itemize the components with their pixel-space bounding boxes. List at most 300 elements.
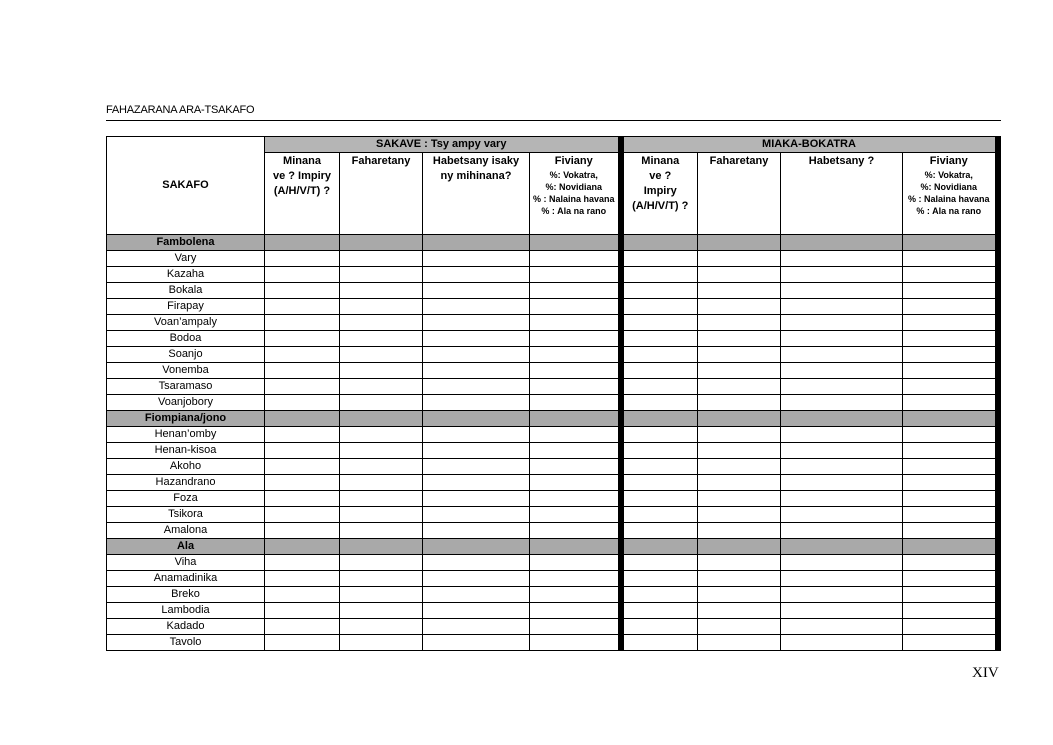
entry-cell [265, 523, 340, 539]
column-header-group1-3 [530, 153, 621, 235]
food-label: Bokala [107, 283, 265, 299]
food-label: Henan-kisoa [107, 443, 265, 459]
entry-cell [781, 635, 903, 651]
entry-cell [698, 283, 781, 299]
entry-cell [781, 427, 903, 443]
entry-cell [698, 411, 781, 427]
document-title: FAHAZARANA ARA-TSAKAFO [106, 104, 255, 116]
entry-cell [781, 411, 903, 427]
entry-cell [903, 363, 998, 379]
food-label: Soanjo [107, 347, 265, 363]
column-header-line: Impiry [643, 185, 677, 197]
entry-cell [423, 603, 530, 619]
entry-cell [423, 475, 530, 491]
entry-cell [781, 235, 903, 251]
entry-cell [621, 571, 698, 587]
entry-cell [423, 283, 530, 299]
entry-cell [903, 587, 998, 603]
column-header-group2-0 [621, 153, 698, 235]
entry-cell [423, 363, 530, 379]
entry-cell [621, 635, 698, 651]
entry-cell [903, 571, 998, 587]
entry-cell [265, 587, 340, 603]
entry-cell [340, 459, 423, 475]
entry-cell [265, 619, 340, 635]
food-label: Viha [107, 555, 265, 571]
entry-cell [621, 539, 698, 555]
entry-cell [781, 475, 903, 491]
entry-cell [265, 555, 340, 571]
entry-cell [781, 251, 903, 267]
entry-cell [781, 283, 903, 299]
entry-cell [530, 251, 621, 267]
column-header-group2-2 [781, 153, 903, 235]
entry-cell [698, 379, 781, 395]
entry-cell [530, 395, 621, 411]
food-table [106, 136, 1001, 651]
food-label: Voan’ampaly [107, 315, 265, 331]
category-label: Fambolena [107, 235, 265, 251]
entry-cell [265, 331, 340, 347]
entry-cell [265, 459, 340, 475]
entry-cell [903, 539, 998, 555]
entry-cell [265, 251, 340, 267]
entry-cell [903, 395, 998, 411]
entry-cell [698, 235, 781, 251]
column-header-line: Habetsany ? [808, 155, 875, 167]
entry-cell [781, 267, 903, 283]
food-row [107, 603, 998, 619]
column-header-line: Minana [641, 155, 680, 167]
entry-cell [340, 635, 423, 651]
food-label: Vary [107, 251, 265, 267]
entry-cell [781, 315, 903, 331]
column-header-line: Fiviany [929, 155, 968, 167]
entry-cell [621, 475, 698, 491]
entry-cell [340, 331, 423, 347]
entry-cell [781, 459, 903, 475]
entry-cell [340, 283, 423, 299]
column-header-line: Faharetany [709, 155, 769, 167]
entry-cell [340, 555, 423, 571]
column-header-group1-2 [423, 153, 530, 235]
entry-cell [903, 299, 998, 315]
entry-cell [340, 395, 423, 411]
food-row [107, 363, 998, 379]
entry-cell [340, 251, 423, 267]
entry-cell [340, 443, 423, 459]
group-header-row [107, 137, 998, 153]
entry-cell [265, 635, 340, 651]
category-label: Ala [107, 539, 265, 555]
entry-cell [423, 459, 530, 475]
entry-cell [698, 459, 781, 475]
food-row [107, 379, 998, 395]
group-header-miaka-bokatra: MIAKA-BOKATRA [621, 137, 998, 153]
entry-cell [903, 507, 998, 523]
entry-cell [530, 283, 621, 299]
column-header-note: % : Ala na rano [541, 206, 607, 216]
column-header-note: %: Novidiana [545, 182, 602, 192]
entry-cell [530, 523, 621, 539]
column-header-group2-1 [698, 153, 781, 235]
entry-cell [530, 571, 621, 587]
entry-cell [781, 603, 903, 619]
entry-cell [621, 315, 698, 331]
column-header-line: ny mihinana? [440, 170, 512, 182]
food-label: Akoho [107, 459, 265, 475]
entry-cell [265, 299, 340, 315]
entry-cell [340, 603, 423, 619]
entry-cell [423, 315, 530, 331]
sakafo-column-header: SAKAFO [107, 137, 265, 235]
entry-cell [530, 491, 621, 507]
food-label: Kadado [107, 619, 265, 635]
column-header-line: Habetsany isaky [432, 155, 520, 167]
entry-cell [340, 427, 423, 443]
column-header-group1-1 [340, 153, 423, 235]
entry-cell [265, 491, 340, 507]
entry-cell [621, 459, 698, 475]
entry-cell [530, 603, 621, 619]
entry-cell [265, 395, 340, 411]
entry-cell [621, 619, 698, 635]
entry-cell [903, 267, 998, 283]
entry-cell [903, 379, 998, 395]
entry-cell [621, 603, 698, 619]
entry-cell [698, 475, 781, 491]
entry-cell [530, 619, 621, 635]
entry-cell [903, 491, 998, 507]
column-header-group2-3 [903, 153, 998, 235]
entry-cell [265, 539, 340, 555]
food-row [107, 427, 998, 443]
entry-cell [903, 603, 998, 619]
entry-cell [621, 347, 698, 363]
entry-cell [698, 635, 781, 651]
entry-cell [903, 251, 998, 267]
entry-cell [698, 539, 781, 555]
entry-cell [530, 299, 621, 315]
entry-cell [530, 235, 621, 251]
entry-cell [903, 427, 998, 443]
entry-cell [423, 555, 530, 571]
entry-cell [423, 331, 530, 347]
entry-cell [781, 395, 903, 411]
entry-cell [781, 619, 903, 635]
column-header-note: % : Nalaina havana [532, 194, 615, 204]
entry-cell [265, 603, 340, 619]
entry-cell [340, 491, 423, 507]
entry-cell [621, 491, 698, 507]
entry-cell [265, 427, 340, 443]
entry-cell [530, 539, 621, 555]
food-row [107, 459, 998, 475]
entry-cell [340, 379, 423, 395]
entry-cell [621, 363, 698, 379]
entry-cell [423, 619, 530, 635]
entry-cell [698, 603, 781, 619]
entry-cell [781, 363, 903, 379]
food-row [107, 347, 998, 363]
page-number: XIV [972, 665, 999, 681]
food-row [107, 619, 998, 635]
entry-cell [423, 395, 530, 411]
entry-cell [340, 267, 423, 283]
entry-cell [340, 363, 423, 379]
food-row [107, 523, 998, 539]
entry-cell [423, 251, 530, 267]
entry-cell [698, 491, 781, 507]
entry-cell [698, 587, 781, 603]
entry-cell [698, 619, 781, 635]
food-label: Amalona [107, 523, 265, 539]
entry-cell [698, 299, 781, 315]
entry-cell [698, 395, 781, 411]
entry-cell [621, 587, 698, 603]
food-table-body [107, 235, 998, 651]
entry-cell [530, 507, 621, 523]
entry-cell [698, 427, 781, 443]
food-label: Tsaramaso [107, 379, 265, 395]
entry-cell [903, 411, 998, 427]
entry-cell [530, 459, 621, 475]
entry-cell [340, 539, 423, 555]
entry-cell [340, 411, 423, 427]
entry-cell [530, 347, 621, 363]
entry-cell [698, 443, 781, 459]
food-row [107, 635, 998, 651]
food-row [107, 267, 998, 283]
entry-cell [340, 523, 423, 539]
entry-cell [530, 587, 621, 603]
food-label: Foza [107, 491, 265, 507]
category-row [107, 411, 998, 427]
entry-cell [781, 299, 903, 315]
entry-cell [903, 635, 998, 651]
entry-cell [698, 507, 781, 523]
food-label: Voanjobory [107, 395, 265, 411]
column-header-line: Faharetany [351, 155, 411, 167]
column-header-note: % : Nalaina havana [907, 194, 990, 204]
entry-cell [903, 331, 998, 347]
column-header-line: ve ? Impiry [272, 170, 332, 182]
entry-cell [265, 379, 340, 395]
entry-cell [423, 235, 530, 251]
entry-cell [781, 523, 903, 539]
entry-cell [781, 587, 903, 603]
entry-cell [530, 363, 621, 379]
entry-cell [621, 235, 698, 251]
entry-cell [340, 299, 423, 315]
food-label: Vonemba [107, 363, 265, 379]
entry-cell [698, 315, 781, 331]
food-row [107, 251, 998, 267]
entry-cell [781, 507, 903, 523]
food-label: Henan’omby [107, 427, 265, 443]
entry-cell [265, 411, 340, 427]
column-header-line: (A/H/V/T) ? [273, 185, 331, 197]
food-row [107, 283, 998, 299]
entry-cell [903, 235, 998, 251]
category-row [107, 235, 998, 251]
entry-cell [265, 267, 340, 283]
entry-cell [340, 587, 423, 603]
entry-cell [621, 395, 698, 411]
entry-cell [903, 523, 998, 539]
column-header-line: ve ? [649, 170, 672, 182]
entry-cell [340, 507, 423, 523]
entry-cell [698, 347, 781, 363]
entry-cell [903, 619, 998, 635]
entry-cell [530, 475, 621, 491]
entry-cell [265, 571, 340, 587]
entry-cell [530, 315, 621, 331]
entry-cell [423, 587, 530, 603]
entry-cell [621, 411, 698, 427]
entry-cell [423, 427, 530, 443]
food-table-container [106, 136, 1001, 651]
food-row [107, 443, 998, 459]
food-label: Lambodia [107, 603, 265, 619]
entry-cell [530, 331, 621, 347]
food-row [107, 315, 998, 331]
entry-cell [621, 379, 698, 395]
entry-cell [621, 555, 698, 571]
entry-cell [621, 507, 698, 523]
entry-cell [340, 475, 423, 491]
food-label: Bodoa [107, 331, 265, 347]
entry-cell [530, 443, 621, 459]
entry-cell [340, 347, 423, 363]
entry-cell [621, 427, 698, 443]
column-header-line: (A/H/V/T) ? [632, 200, 689, 212]
column-header-note: %: Novidiana [920, 182, 977, 192]
entry-cell [530, 267, 621, 283]
entry-cell [781, 571, 903, 587]
entry-cell [781, 331, 903, 347]
entry-cell [781, 539, 903, 555]
entry-cell [621, 267, 698, 283]
entry-cell [423, 347, 530, 363]
food-row [107, 507, 998, 523]
entry-cell [530, 411, 621, 427]
food-label: Anamadinika [107, 571, 265, 587]
category-row [107, 539, 998, 555]
entry-cell [698, 555, 781, 571]
entry-cell [903, 347, 998, 363]
entry-cell [340, 619, 423, 635]
entry-cell [903, 283, 998, 299]
entry-cell [903, 459, 998, 475]
food-label: Kazaha [107, 267, 265, 283]
entry-cell [530, 427, 621, 443]
column-header-group1-0 [265, 153, 340, 235]
food-row [107, 571, 998, 587]
entry-cell [423, 267, 530, 283]
food-row [107, 299, 998, 315]
entry-cell [265, 363, 340, 379]
entry-cell [621, 299, 698, 315]
entry-cell [698, 523, 781, 539]
entry-cell [423, 443, 530, 459]
title-divider [106, 120, 1001, 121]
food-row [107, 331, 998, 347]
entry-cell [423, 539, 530, 555]
entry-cell [621, 523, 698, 539]
entry-cell [781, 347, 903, 363]
column-header-line: Fiviany [554, 155, 593, 167]
entry-cell [698, 331, 781, 347]
entry-cell [530, 379, 621, 395]
entry-cell [698, 251, 781, 267]
entry-cell [698, 571, 781, 587]
food-label: Hazandrano [107, 475, 265, 491]
entry-cell [530, 635, 621, 651]
entry-cell [423, 635, 530, 651]
entry-cell [423, 507, 530, 523]
entry-cell [781, 443, 903, 459]
entry-cell [621, 331, 698, 347]
food-row [107, 587, 998, 603]
entry-cell [265, 475, 340, 491]
group-header-sakave: SAKAVE : Tsy ampy vary [265, 137, 621, 153]
entry-cell [265, 443, 340, 459]
entry-cell [340, 571, 423, 587]
column-header-note: %: Vokatra, [924, 170, 973, 180]
food-label: Breko [107, 587, 265, 603]
entry-cell [265, 507, 340, 523]
food-label: Tavolo [107, 635, 265, 651]
entry-cell [423, 299, 530, 315]
entry-cell [265, 315, 340, 331]
entry-cell [698, 363, 781, 379]
entry-cell [423, 523, 530, 539]
entry-cell [423, 379, 530, 395]
entry-cell [781, 555, 903, 571]
entry-cell [903, 315, 998, 331]
entry-cell [621, 283, 698, 299]
entry-cell [423, 411, 530, 427]
entry-cell [903, 555, 998, 571]
food-row [107, 555, 998, 571]
food-row [107, 475, 998, 491]
column-header-line: Minana [283, 155, 321, 167]
entry-cell [340, 235, 423, 251]
entry-cell [621, 443, 698, 459]
column-header-note: %: Vokatra, [549, 170, 598, 180]
entry-cell [530, 555, 621, 571]
entry-cell [698, 267, 781, 283]
entry-cell [423, 571, 530, 587]
entry-cell [903, 475, 998, 491]
entry-cell [781, 379, 903, 395]
entry-cell [423, 491, 530, 507]
entry-cell [265, 235, 340, 251]
entry-cell [340, 315, 423, 331]
entry-cell [265, 283, 340, 299]
entry-cell [781, 491, 903, 507]
food-row [107, 491, 998, 507]
entry-cell [265, 347, 340, 363]
food-label: Firapay [107, 299, 265, 315]
column-header-note: % : Ala na rano [916, 206, 982, 216]
food-row [107, 395, 998, 411]
category-label: Fiompiana/jono [107, 411, 265, 427]
entry-cell [903, 443, 998, 459]
food-label: Tsikora [107, 507, 265, 523]
entry-cell [621, 251, 698, 267]
